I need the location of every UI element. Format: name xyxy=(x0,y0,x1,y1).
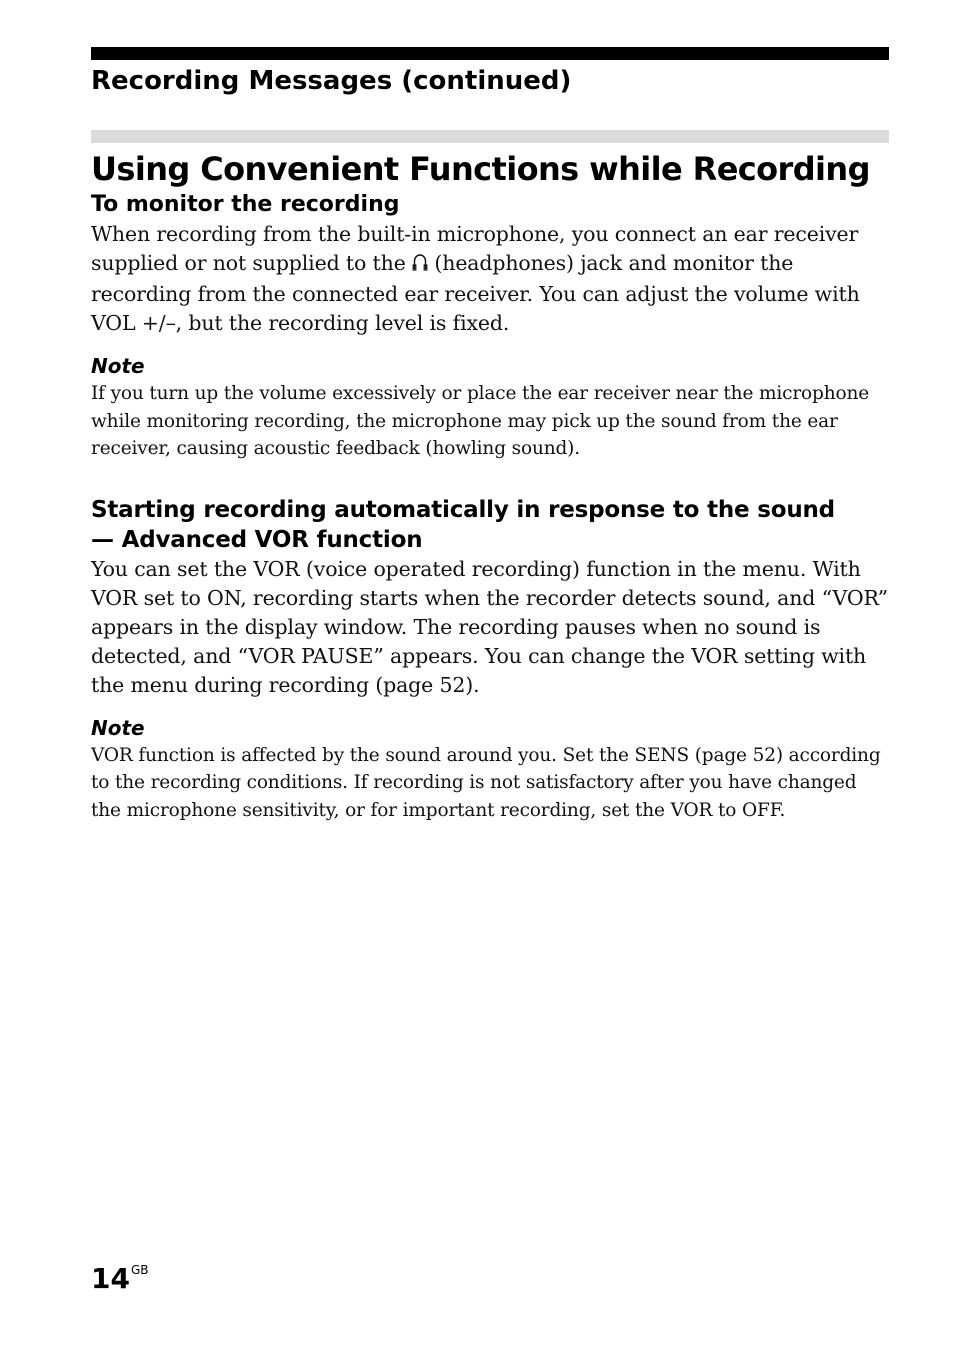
note-text-2: VOR function is affected by the sound around you. Set the SENS (page 52) according to the recording conditions. If recording is not satisfactory after you have changed the microphone sensitivity, or for important recording, set the VOR to OFF. xyxy=(91,744,881,821)
monitor-paragraph-part2: (headphones) jack and monitor the recording from the connected ear receiver. You can adjust the volume with VOL +/–, but the recording level is fixed. xyxy=(91,251,860,335)
vor-paragraph: You can set the VOR (voice operated recording) function in the menu. With VOR set to ON, recording starts when the recorder detects sound, and “VOR” appears in the display window. The recording pauses when no sound is detected, and “VOR PAUSE” appears. You can change the VOR setting with the menu during recording (page 52). xyxy=(91,556,888,697)
page-title: Using Convenient Functions while Recording xyxy=(91,150,870,188)
note-label-2: Note xyxy=(91,715,145,740)
headphones-icon xyxy=(412,251,428,280)
running-head: Recording Messages (continued) xyxy=(91,66,572,96)
monitor-paragraph-part1: When recording from the built-in microphone, you connect an ear receiver supplied or not supplied to the xyxy=(91,222,859,275)
content xyxy=(91,148,889,824)
note-text-1: If you turn up the volume excessively or place the ear receiver near the microphone while monitoring recording, the microphone may pick up the sound from the ear receiver, causing acoustic feedback (howling sound). xyxy=(91,383,870,459)
vor-heading-line2: — Advanced VOR function xyxy=(91,526,423,553)
monitor-paragraph xyxy=(91,220,889,338)
page-number-suffix: GB xyxy=(130,1263,149,1277)
spacer xyxy=(91,463,889,495)
page-number xyxy=(91,1262,149,1295)
monitor-heading: To monitor the recording xyxy=(91,192,400,217)
page-number-value: 14 xyxy=(91,1262,130,1295)
section-divider xyxy=(91,130,889,143)
vor-heading-line1: Starting recording automatically in response to the sound xyxy=(91,496,835,523)
top-rule xyxy=(91,47,889,60)
note-label-1: Note xyxy=(91,354,145,378)
